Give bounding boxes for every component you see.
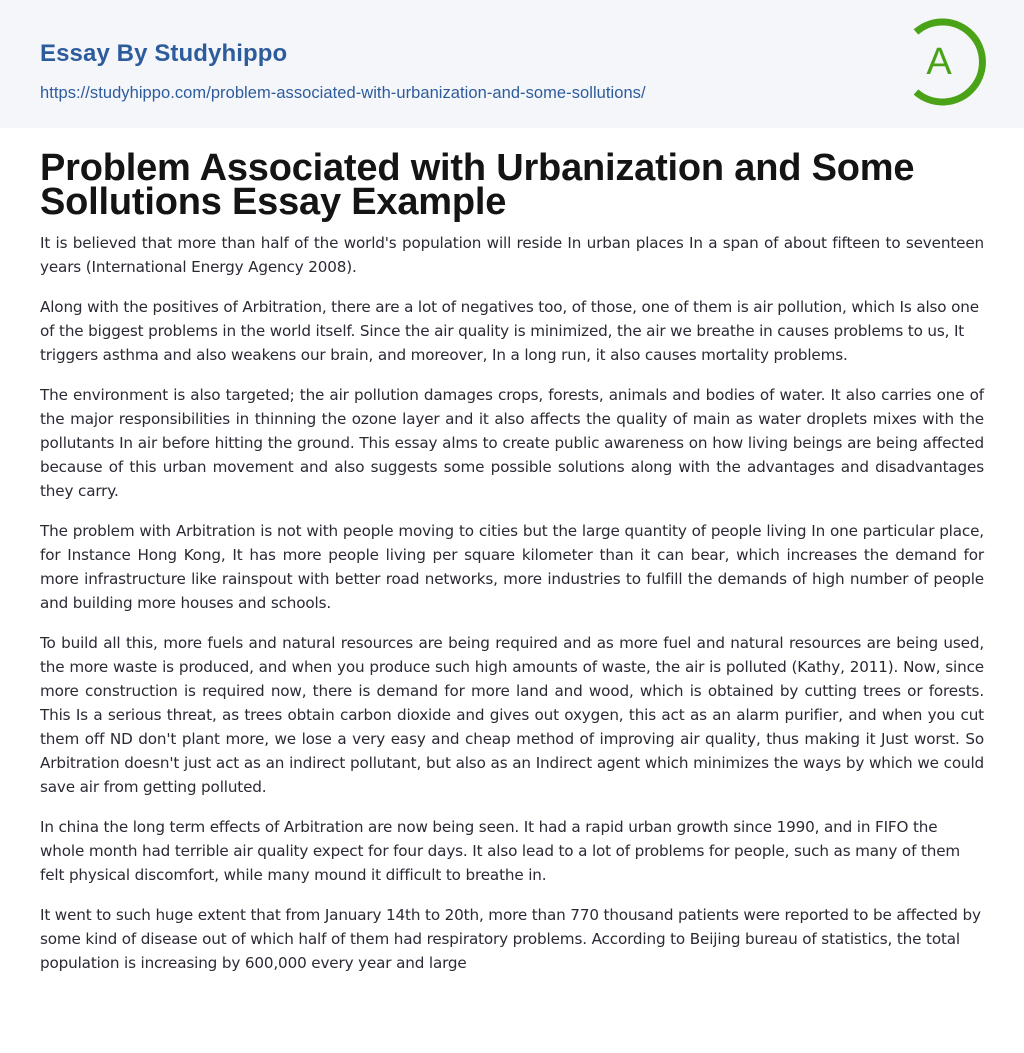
site-header <box>0 0 1024 128</box>
brand-title: Essay By Studyhippo <box>40 40 288 67</box>
article <box>0 128 1024 975</box>
paragraph-2: Along with the positives of Arbitration, there are a lot of negatives too, of those, one of them is air pollution, which Is also one of the biggest problems in the world itself. Since the air quality is minimized, the air we breathe in causes problems to us, It triggers asthma and also weakens our brain, and moreover, In a long run, it also causes mortality problems. <box>40 298 979 364</box>
paragraph-6: In china the long term effects of Arbitration are now being seen. It had a rapid urban growth since 1990, and in FIFO the whole month had terrible air quality expect for four days. It also lead to a lot of problems for people, such as many of them felt physical discomfort, while many mound it difficult to breathe in. <box>40 818 961 884</box>
source-url-link[interactable]: https://studyhippo.com/problem-associated-with-urbanization-and-some-sollutions/ <box>40 84 646 102</box>
paragraph-1: It is believed that more than half of the world's population will reside In urban places In a span of about fifteen to seventeen years (International Energy Agency 2008). <box>40 234 984 276</box>
paragraph-7: It went to such huge extent that from January 14th to 20th, more than 770 thousand patients were reported to be affected by some kind of disease out of which half of them had respiratory problems. According to Beijing bureau of statistics, the total population is increasing by 600,000 every year and large <box>40 906 981 972</box>
paragraph-5: To build all this, more fuels and natural resources are being required and as more fuel and natural resources are being used, the more waste is produced, and when you produce such high amounts of waste, the air is polluted (Kathy, 2011). Now, since more construction is required now, there is demand for more land and wood, which is obtained by cutting trees or forests. This Is a serious threat, as trees obtain carbon dioxide and gives out oxygen, this act as an alarm purifier, and when you cut them off ND don't plant more, we lose a very easy and cheap method of improving air quality, thus making it Just worst. So Arbitration doesn't just act as an indirect pollutant, but also as an Indirect agent which minimizes the ways by which we could save air from getting polluted. <box>40 634 984 796</box>
studyhippo-logo-icon[interactable] <box>908 18 988 106</box>
paragraph-4: The problem with Arbitration is not with people moving to cities but the large quantity of people living In one particular place, for Instance Hong Kong, It has more people living per square kilometer than it can bear, which increases the demand for more infrastructure like rainspout with better road networks, more industries to fulfill the demands of high number of people and building more houses and schools. <box>40 522 984 612</box>
paragraph-3: The environment is also targeted; the air pollution damages crops, forests, animals and bodies of water. It also carries one of the major responsibilities in thinning the ozone layer and it also affects the quality of main as water droplets mixes with the pollutants In air before hitting the ground. This essay alms to create public awareness on how living beings are being affected because of this urban movement and also suggests some possible solutions along with the advantages and disadvantages they carry. <box>40 386 984 500</box>
logo-letter: A <box>926 41 952 83</box>
page-title: Problem Associated with Urbanization and Some Sollutions Essay Example <box>40 147 915 223</box>
